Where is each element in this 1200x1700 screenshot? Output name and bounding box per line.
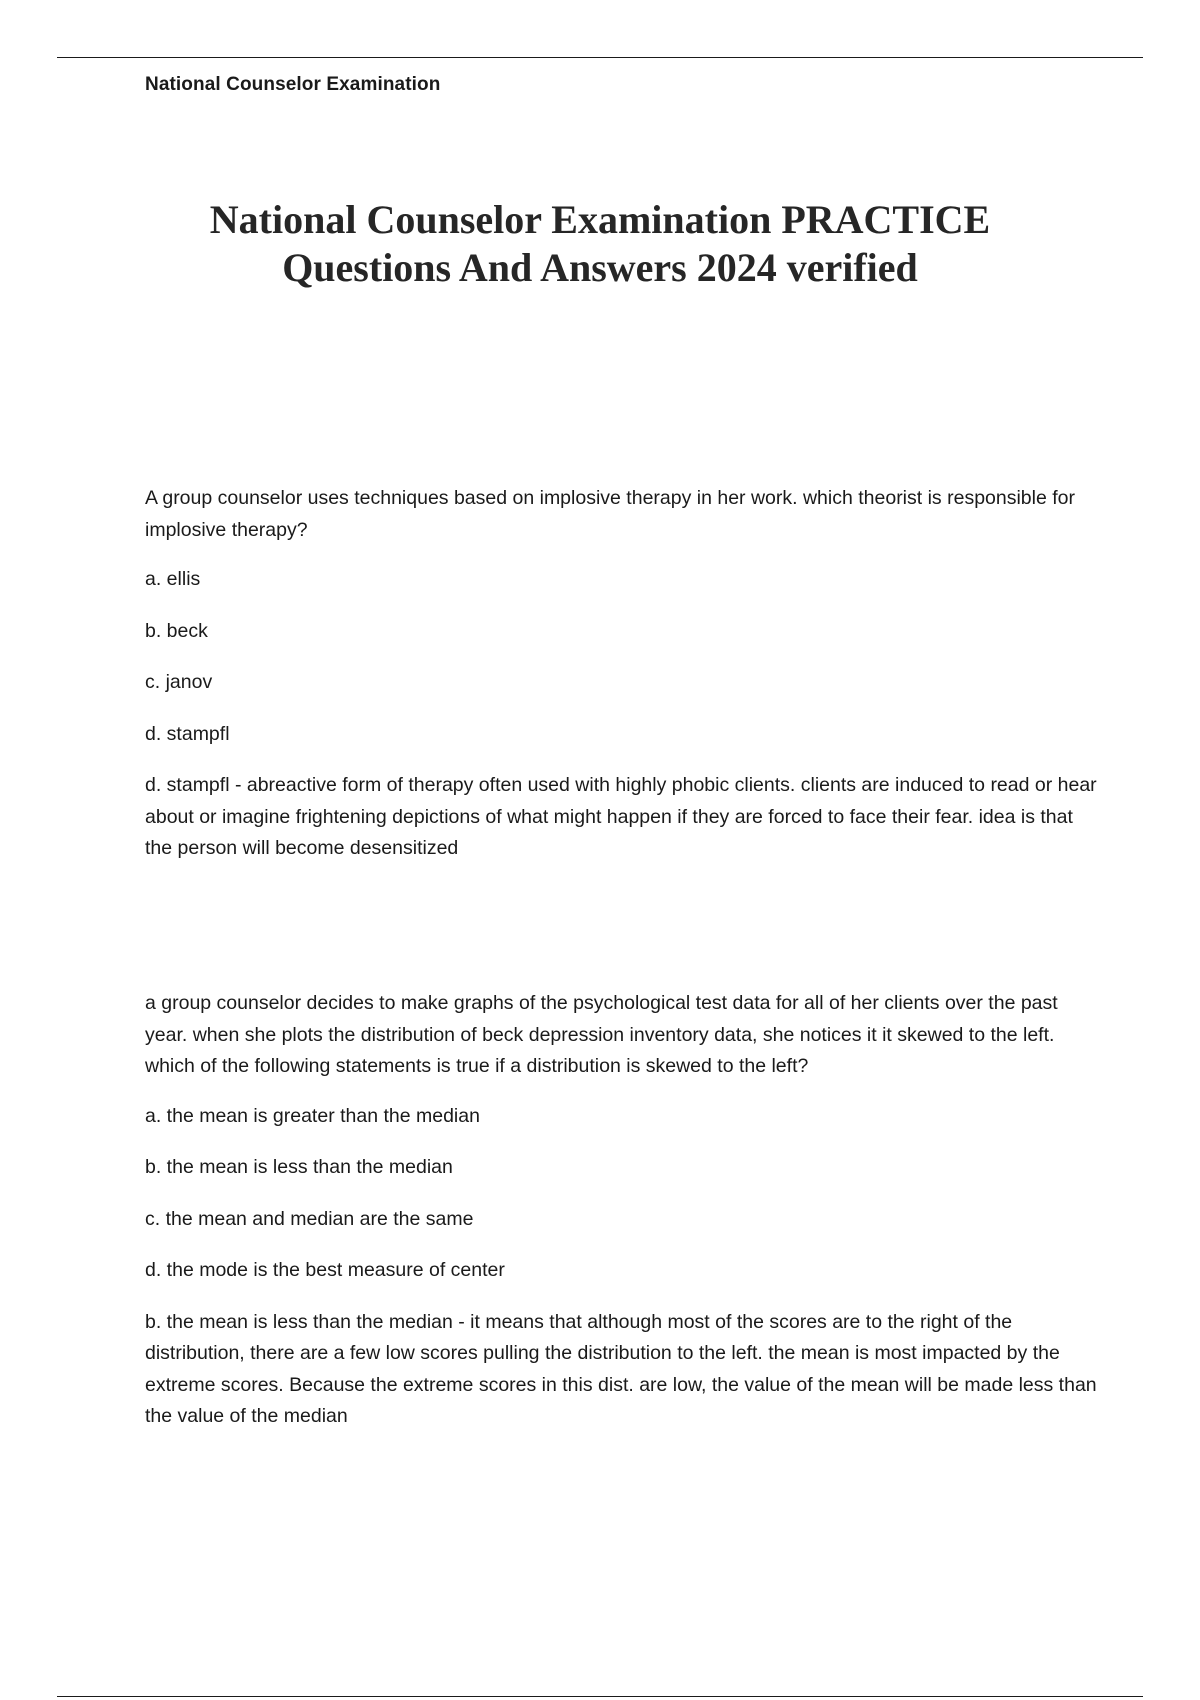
option-b: b. beck bbox=[145, 619, 208, 642]
option-b: b. the mean is less than the median bbox=[145, 1156, 453, 1178]
question-text: A group counselor uses techniques based on implosive therapy in her work. which theorist is responsible for implosive therapy? bbox=[145, 487, 1076, 541]
option-c: c. janov bbox=[145, 671, 213, 693]
document-title-line-1: National Counselor Examination PRACTICE bbox=[209, 197, 991, 242]
option-c: c. the mean and median are the same bbox=[145, 1207, 474, 1230]
document-title bbox=[100, 196, 1100, 292]
question-text: a group counselor decides to make graphs of the psychological test data for all of her clients over the past year. when she plots the distribution of beck depression inventory data, she notices it it skewed to the left. which of the following statements is true if a distribution is skewed to the left? bbox=[145, 992, 1058, 1077]
footer-divider bbox=[57, 1696, 1143, 1697]
question-block-1 bbox=[145, 483, 1100, 865]
option-a: a. ellis bbox=[145, 568, 201, 590]
answer-explanation: d. stampfl - abreactive form of therapy often used with highly phobic clients. clients are induced to read or hear about or imagine frightening depictions of what might happen if they are forced to face their fear. idea is that the person will become desensitized bbox=[145, 774, 1097, 859]
option-d: d. stampfl bbox=[145, 722, 230, 745]
running-header: National Counselor Examination bbox=[145, 74, 441, 95]
document-title-line-2: Questions And Answers 2024 verified bbox=[282, 245, 918, 290]
option-d: d. the mode is the best measure of center bbox=[145, 1259, 505, 1281]
question-block-2 bbox=[145, 988, 1100, 1433]
answer-explanation: b. the mean is less than the median - it means that although most of the scores are to the right of the distribution, there are a few low scores pulling the distribution to the left. the mean is most impacted by the extreme scores. Because the extreme scores in this dist. are low, the value of the mean will be made less than the value of the median bbox=[145, 1310, 1097, 1427]
header-divider bbox=[57, 57, 1143, 58]
option-a: a. the mean is greater than the median bbox=[145, 1104, 480, 1127]
